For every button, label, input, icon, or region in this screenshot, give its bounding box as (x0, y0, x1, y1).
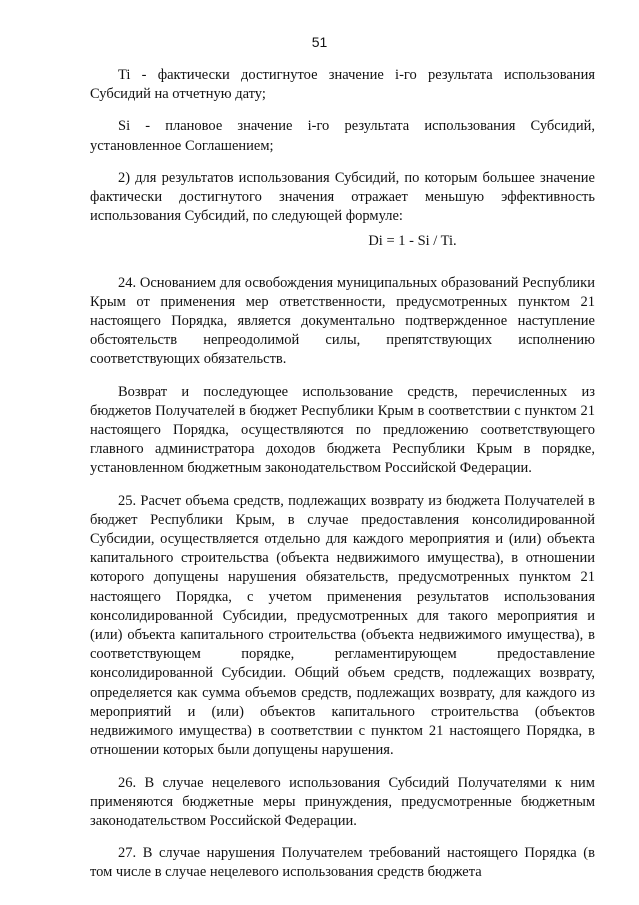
paragraph-formula-intro: 2) для результатов использования Субсидий, по которым большее значение фактически достигнутого значения отражает меньшую эффективность использования Субсидий, по следующей формуле: (90, 169, 595, 225)
formula: Di = 1 - Si / Ti. (368, 233, 457, 250)
document-body (90, 66, 595, 896)
paragraph-25: 25. Расчет объема средств, подлежащих возврату из бюджета Получателей в бюджет Республики Крым, в случае предоставления консолидированной Субсидии, осуществляется отдельно для каждого мероприятия и (или) объекта капитального строительства (объекта недвижимого имущества), в отношении которого допущены нарушения обязательств, предусмотренных пунктом 21 настоящего Порядка, с учетом применения результатов использования консолидированной Субсидии, предусмотренных для такого мероприятия и (или) объекта капитального строительства (объекта недвижимого имущества), в соответствующем порядке, регламентирующем предоставление консолидированной Субсидии. Общий объем средств, подлежащих возврату, определяется как сумма объемов средств, подлежащих возврату, для каждого из мероприятий и (или) объектов капитального строительства (объектов недвижимого имущества) в соответствии с пунктом 21 настоящего Порядка, в отношении которых были допущены нарушения. (90, 492, 595, 759)
paragraph-ti-definition: Ti - фактически достигнутое значение i-го результата использования Субсидий на отчетную дату; (90, 67, 595, 103)
paragraph-26: 26. В случае нецелевого использования Субсидий Получателями к ним применяются бюджетные меры принуждения, предусмотренные бюджетным законодательством Российской Федерации. (90, 774, 595, 829)
paragraph-24: 24. Основанием для освобождения муниципальных образований Республики Крым от применения мер ответственности, предусмотренных пунктом 21 настоящего Порядка, является документально подтвержденное наступление обстоятельств непреодолимой силы, препятствующих исполнению соответствующих обязательств. (90, 274, 595, 368)
paragraph-si-definition: Si - плановое значение i-го результата использования Субсидий, установленное Соглашением; (90, 118, 595, 154)
page-number: 51 (311, 34, 328, 50)
paragraph-refund: Возврат и последующее использование средств, перечисленных из бюджетов Получателей в бюджет Республики Крым в соответствии с пунктом 21 настоящего Порядка, осуществляются по предложению соответствующего главного администратора доходов бюджета Республики Крым в порядке, установленном бюджетным законодательством Российской Федерации. (90, 383, 595, 477)
paragraph-27: 27. В случае нарушения Получателем требований настоящего Порядка (в том числе в случае нецелевого использования средств бюджета (90, 845, 595, 881)
